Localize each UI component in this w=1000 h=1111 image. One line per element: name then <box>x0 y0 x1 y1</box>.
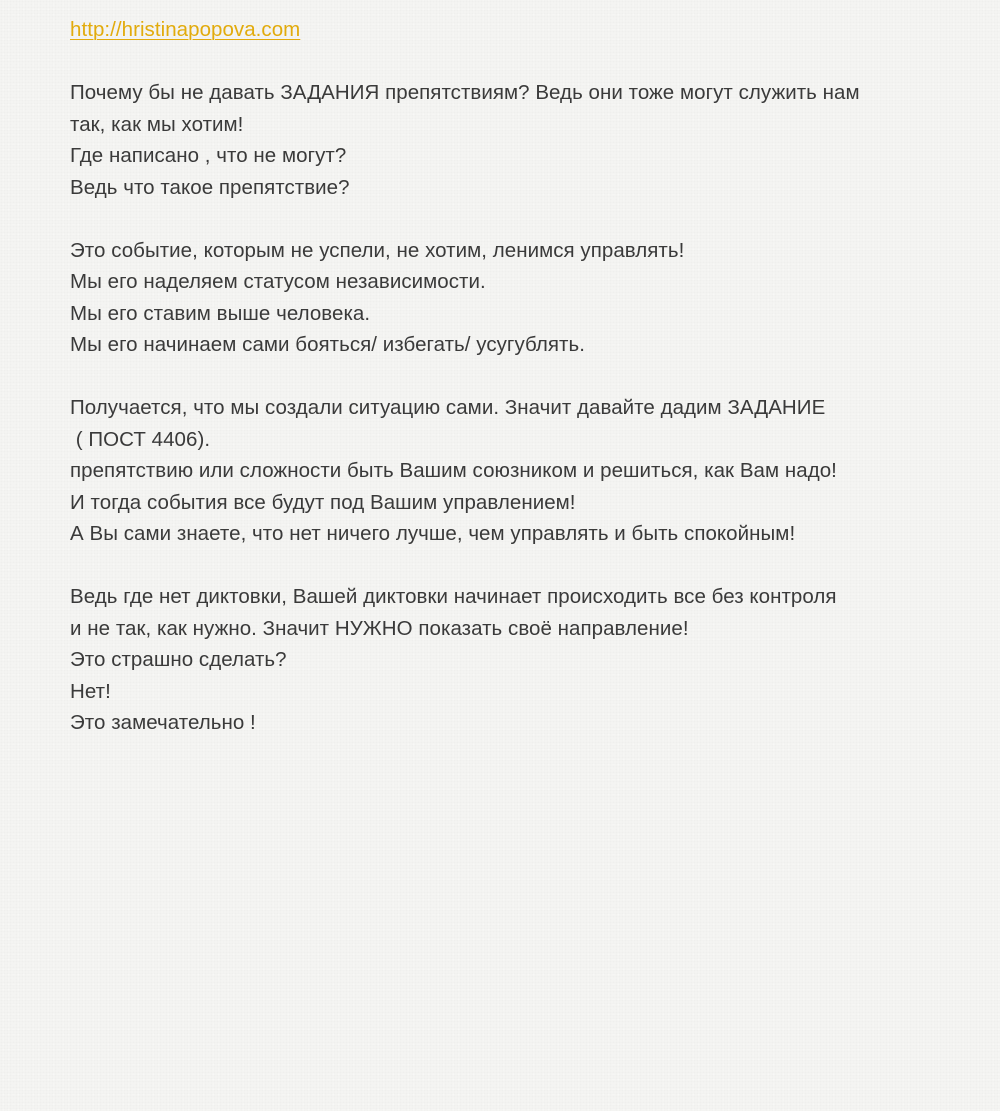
text-line: Мы его ставим выше человека. <box>70 301 371 325</box>
text-line: Получается, что мы создали ситуацию сами. Значит давайте дадим ЗАДАНИЕ <box>70 396 826 419</box>
paragraph-gap <box>70 203 950 235</box>
text-line: Где написано , что не могут? <box>70 144 347 167</box>
text-line: Ведь что такое препятствие? <box>70 175 350 199</box>
text-line: Это страшно сделать? <box>70 648 287 671</box>
text-line: Это событие, которым не успели, не хотим, ленимся управлять! <box>70 238 685 262</box>
text-line: Ведь где нет диктовки, Вашей диктовки начинает происходить все без контроля <box>70 585 837 608</box>
text-line: препятствию или сложности быть Вашим союзником и решиться, как Вам надо! <box>70 459 837 482</box>
paragraph-2 <box>70 235 950 361</box>
text-line: так, как мы хотим! <box>70 112 244 136</box>
paragraph-1 <box>70 77 950 203</box>
text-line: Почему бы не давать ЗАДАНИЯ препятствиям? Ведь они тоже могут служить нам <box>70 81 860 104</box>
paragraph-4 <box>70 581 950 739</box>
paragraph-gap <box>70 361 950 393</box>
text-line: Мы его наделяем статусом независимости. <box>70 270 486 293</box>
text-line: Это замечательно ! <box>70 711 256 734</box>
paragraph-gap <box>70 46 950 78</box>
paragraph-3 <box>70 392 950 550</box>
text-line: А Вы сами знаете, что нет ничего лучше, чем управлять и быть спокойным! <box>70 522 796 545</box>
paragraph-gap <box>70 550 950 582</box>
text-line: ( ПОСТ 4406). <box>70 427 211 451</box>
text-line: Нет! <box>70 679 111 703</box>
website-link[interactable]: http://hristinapopova.com <box>70 18 301 41</box>
text-line: И тогда события все будут под Вашим управлением! <box>70 490 576 514</box>
text-line: Мы его начинаем сами бояться/ избегать/ усугублять. <box>70 333 585 356</box>
text-line: и не так, как нужно. Значит НУЖНО показать своё направление! <box>70 616 689 640</box>
note-body[interactable] <box>70 14 950 739</box>
